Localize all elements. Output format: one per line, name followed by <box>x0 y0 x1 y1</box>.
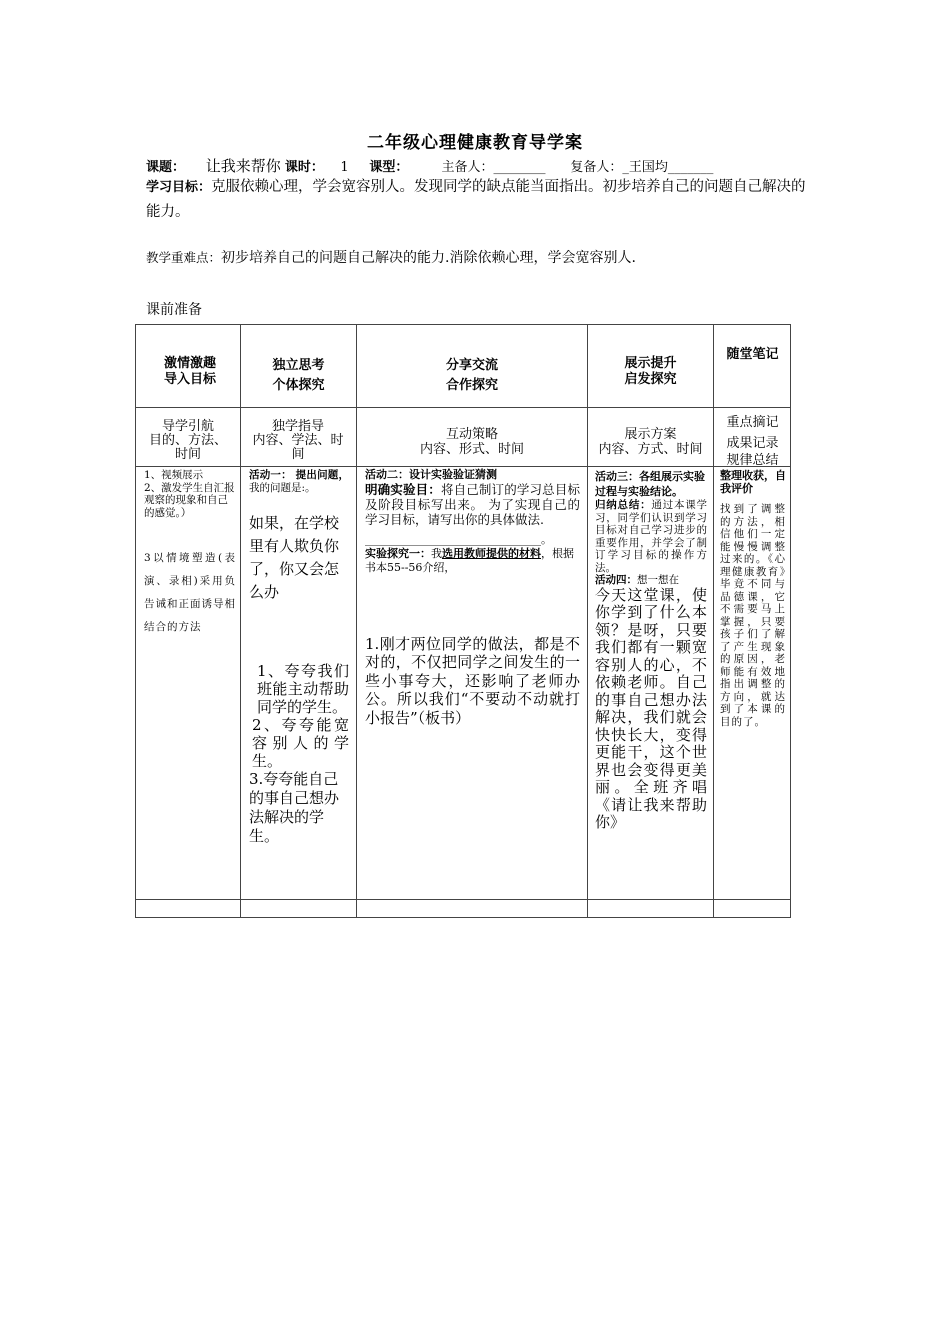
praise-1: 1、夸夸我们班能主动帮助同学的学生。 <box>257 662 349 716</box>
topic-label: 课题： <box>146 160 186 175</box>
summary-label: 归纳总结： <box>595 499 652 511</box>
body-col3 <box>365 469 580 727</box>
page-title: 二年级心理健康教育导学案 <box>367 133 583 153</box>
question-text: 如果，在学校里有人欺负你了，你又会怎么办 <box>249 514 340 601</box>
activity-one <box>249 469 349 494</box>
subheader-col5-line2: 成果记录 <box>726 436 779 451</box>
row-divider <box>136 466 790 467</box>
self-eval-title: 整理收获，自我评价 <box>720 469 786 495</box>
topic-value: 让我来帮你 <box>205 157 281 175</box>
header-col5 <box>714 347 791 363</box>
self-eval-text: 找到了调整的方法，相信他们一定能慢慢调整过来的。《心理健康教育》毕竟不同与品德课，它不需要马上掌握，只要孩子们了解了产生现象的原因，老师能有效地指出调整的方向，就达到了本课的目的了。 <box>720 503 786 728</box>
subheader-col3 <box>357 427 587 457</box>
header-col3-line2: 合作探究 <box>445 378 498 393</box>
assist-value: _王国均_______ <box>622 160 714 175</box>
key-points <box>146 247 636 267</box>
experiment-one-material: 选用教师提供的材料 <box>442 546 541 560</box>
subheader-col3-line2: 内容、形式、时间 <box>419 442 524 457</box>
activity-four-label: 活动四： <box>595 574 637 586</box>
assist-label: 复备人： <box>570 160 623 175</box>
header-col4-line2: 启发探究 <box>624 372 677 387</box>
experiment-one-text-c: ，根据书本55--56介绍， <box>365 546 574 574</box>
column-divider <box>240 325 241 917</box>
header-col2 <box>241 356 356 396</box>
body-col2 <box>249 469 349 846</box>
header-col3-line1: 分享交流 <box>445 358 498 373</box>
row-divider <box>136 407 790 408</box>
subheader-col2: 独学指导 内容、学法、时 间 <box>252 419 344 462</box>
header-col1-line1: 激情激趣 <box>164 356 217 371</box>
key-label: 教学重难点： <box>146 250 222 265</box>
header-col2-line1: 独立思考 <box>272 358 325 373</box>
experiment-goal-text: 将自己制订的学习总目标及阶段目标写出来。 为了实现自己的学习目标，请写出你的具体做法. <box>365 481 580 527</box>
period-value: 1 <box>340 160 349 175</box>
body-col5 <box>720 469 786 728</box>
header-col2-line2: 个体探究 <box>272 378 325 393</box>
type-label: 课型： <box>369 160 409 175</box>
summary-text: 通过本课学习，同学们认识到学习目标对自己学习进步的重要作用，并学会了制订学习目标的操作方法。 <box>595 499 708 574</box>
praise-3: 3.夸夸能自己的事自己想办法解决的学生。 <box>249 770 340 845</box>
lead-label: 主备人： <box>441 160 494 175</box>
subheader-col5 <box>714 414 791 469</box>
activity-one-title: 活动一： 提出问题， <box>249 469 349 481</box>
header-col5-line1: 随堂笔记 <box>726 347 779 362</box>
meta-line <box>146 155 713 176</box>
activity-three-title: 活动三：各组展示实验过程与实验结论。 <box>595 470 705 498</box>
header-col1-line2: 导入目标 <box>164 372 217 387</box>
lesson-table <box>135 324 791 918</box>
subheader-col1: 导学引航 目的、方法、 时间 <box>148 419 227 462</box>
experiment-one-text-a: 我 <box>431 546 442 560</box>
reflection-text: 今天这堂课，使你学到了什么本领？是呀，只要我们都有一颗宽容别人的心，不依赖老师。自己的事自己想办法解决，我们就会快快长大，变得更能干，这个世界也会变得更美丽。全班齐唱《请让我来帮助你》 <box>595 585 707 831</box>
activity-four <box>595 574 707 587</box>
subheader-col3-line1: 互动策略 <box>445 427 498 442</box>
header-col4 <box>588 356 713 388</box>
key-text: 初步培养自己的问题自己解决的能力.消除依赖心理，学会宽容别人. <box>221 250 636 266</box>
row-divider <box>136 899 790 900</box>
goal-label: 学习目标： <box>146 180 212 195</box>
blank-line: ________________________________。 <box>365 532 552 546</box>
header-col3 <box>357 356 587 396</box>
experiment-goal-label: 明确实验目： <box>365 481 441 497</box>
prep-heading: 课前准备 <box>146 302 202 318</box>
body-col1 <box>144 469 236 639</box>
goal-text: 克服依赖心理，学会宽容别人。发现同学的缺点能当面指出。初步培养自己的问题自己解决的能力。 <box>146 179 806 220</box>
subheader-col5-line1: 重点摘记 <box>726 415 779 430</box>
subheader-col4-line1: 展示方案 <box>624 427 677 442</box>
experiment-one-label: 实验探究一： <box>365 546 431 560</box>
column-divider <box>587 325 588 917</box>
subheader-col4 <box>588 427 713 457</box>
column-divider <box>356 325 357 917</box>
board-note: 1.刚才两位同学的做法，都是不对的，不仅把同学之间发生的一些小事夸大，还影响了老师办公。所以我们“不要动不动就打小报告”（板书） <box>365 634 580 727</box>
col1-method: 3以情境塑造(表演、录相)采用负告诫和正面诱导相结合的方法 <box>144 552 236 633</box>
summary <box>595 499 707 574</box>
lead-blank: ________ <box>493 160 546 175</box>
period-label: 课时： <box>284 160 324 175</box>
header-col4-line1: 展示提升 <box>624 356 677 371</box>
activity-four-text: 想一想在 <box>637 574 679 586</box>
col1-intro: 1、视频展示 2、激发学生自汇报观察的现象和自己的感觉。） <box>144 469 235 519</box>
activity-two-title: 活动二：设计实验验证猜测 <box>365 468 497 481</box>
activity-one-text: 我的问题是:。 <box>249 481 316 494</box>
header-col1 <box>164 356 238 388</box>
experiment-goal <box>365 482 580 527</box>
subheader-col5-line3: 规律总结 <box>726 453 779 468</box>
praise-2: 2、夸夸能宽容别人的学生。 <box>252 716 349 770</box>
experiment-one <box>365 547 580 575</box>
subheader-col4-line2: 内容、方式、时间 <box>598 442 703 457</box>
body-col4 <box>595 469 707 832</box>
learning-goal <box>146 175 816 224</box>
